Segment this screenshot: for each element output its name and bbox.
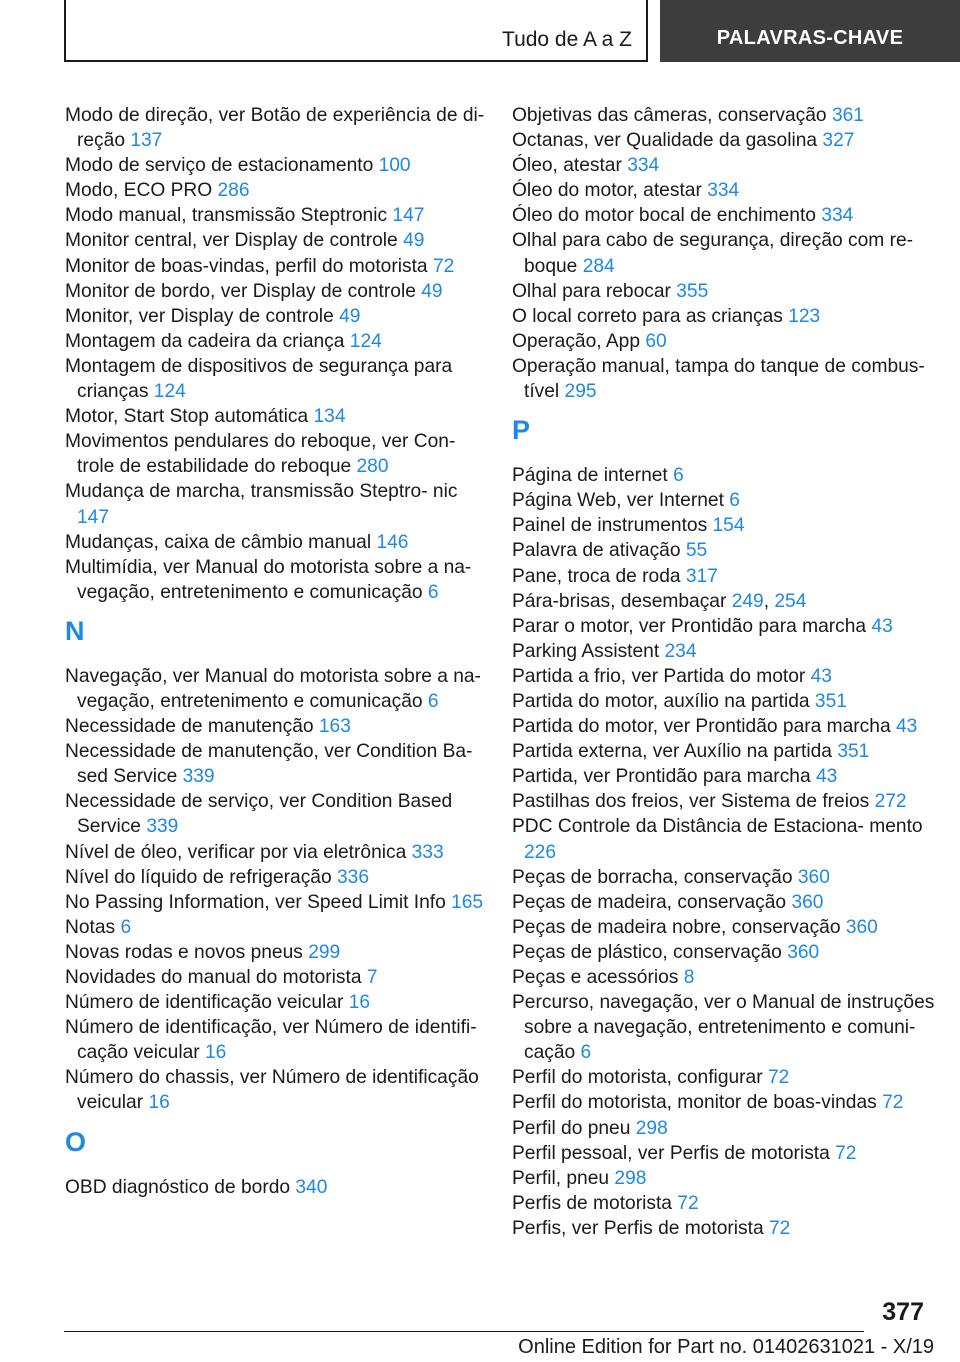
- index-entry: [65, 739, 485, 789]
- index-entry: [512, 890, 936, 915]
- page-reference-link[interactable]: 284: [582, 255, 615, 277]
- page-reference-link[interactable]: 6: [580, 1042, 592, 1064]
- index-entry: [512, 1116, 936, 1141]
- index-letter-heading: O: [65, 1126, 87, 1157]
- index-entry: [512, 538, 936, 563]
- page-reference-link[interactable]: 355: [676, 280, 709, 302]
- footer-rule: [64, 1331, 864, 1332]
- index-entry-text: Octanas, ver Qualidade da gasolina: [512, 130, 823, 152]
- page-reference-link[interactable]: 146: [376, 531, 409, 553]
- index-entry: [512, 488, 936, 513]
- index-entry: [512, 614, 936, 639]
- page-reference-link[interactable]: 72: [677, 1192, 699, 1214]
- page-reference-link[interactable]: 361: [831, 105, 864, 126]
- index-entry-text: Partida a frio, ver Partida do motor: [512, 665, 811, 687]
- index-entry-text: Página Web, ver Internet: [512, 490, 730, 512]
- index-entry-text: Peças de madeira, conservação: [512, 891, 792, 913]
- page-reference-link[interactable]: 351: [814, 690, 847, 712]
- index-entry-text: Peças de madeira nobre, conservação: [512, 916, 846, 938]
- index-entry-text: Pastilhas dos freios, ver Sistema de freios: [512, 791, 875, 813]
- page-reference-link[interactable]: 16: [148, 1092, 170, 1114]
- page-reference-link[interactable]: 72: [432, 255, 455, 277]
- index-entry: [512, 1141, 936, 1166]
- index-entry: [65, 915, 485, 940]
- page-reference-link[interactable]: 334: [707, 180, 740, 202]
- page-reference-link[interactable]: 165: [451, 891, 484, 913]
- index-entry: [65, 990, 485, 1015]
- page-reference-link[interactable]: 49: [403, 230, 425, 252]
- index-entry-text: Perfil do motorista, configurar: [512, 1067, 768, 1089]
- page-reference-link[interactable]: 360: [787, 941, 820, 963]
- index-entry-text: Multimídia, ver Manual do motorista sobre a na‐ vegação, entretenimento e comunicação: [65, 556, 472, 603]
- index-entry-text: O local correto para as crianças: [512, 305, 789, 327]
- index-entry: [65, 203, 485, 228]
- index-entry: [512, 564, 936, 589]
- index-entry: [512, 178, 936, 203]
- section-title: Tudo de A a Z: [502, 28, 632, 51]
- index-entry-text: Óleo do motor bocal de enchimento: [512, 205, 822, 227]
- index-entry: [65, 965, 485, 990]
- index-entry-text: Parar o motor, ver Prontidão para marcha: [512, 615, 872, 637]
- page-reference-link[interactable]: 124: [349, 330, 382, 352]
- page-reference-link[interactable]: 137: [130, 130, 163, 152]
- index-entry-text: Olhal para rebocar: [512, 280, 677, 302]
- keyword-tab: PALAVRAS-CHAVE: [660, 0, 960, 62]
- index-entry: [65, 429, 485, 479]
- page-reference-link[interactable]: 147: [77, 506, 110, 528]
- page-reference-link[interactable]: 249: [731, 590, 764, 612]
- page-reference-link[interactable]: 334: [821, 205, 854, 227]
- index-entry-text: Operação, App: [512, 330, 646, 352]
- index-entry-text: Olhal para cabo de segurança, direção com re‐ boque: [512, 230, 914, 277]
- index-entry: [512, 103, 936, 128]
- index-entry: [512, 1090, 936, 1115]
- index-entry: [512, 814, 936, 864]
- page-reference-link[interactable]: 123: [788, 305, 821, 327]
- index-entry: [512, 1166, 936, 1191]
- index-entry-text: Óleo, atestar: [512, 155, 628, 177]
- index-entry-text: Monitor de boas-vindas, perfil do motorista: [65, 255, 433, 277]
- index-entry-text: Óleo do motor, atestar: [512, 180, 708, 202]
- index-entry-text: Partida do motor, auxílio na partida: [512, 690, 815, 712]
- index-entry-text: Perfis de motorista: [512, 1192, 678, 1214]
- index-entry-text: Perfis, ver Perfis de motorista: [512, 1217, 769, 1239]
- page-reference-link[interactable]: 339: [182, 766, 215, 788]
- index-entry-text: Perfil, pneu: [512, 1167, 615, 1189]
- index-entry: [65, 530, 485, 555]
- index-entry-text: Montagem de dispositivos de segurança para crianças: [65, 355, 453, 403]
- index-entry-text: Modo de serviço de estacionamento: [65, 155, 379, 177]
- page-reference-link[interactable]: 147: [392, 205, 425, 227]
- index-entry-text: PDC Controle da Distância de Estaciona‐ mento: [512, 816, 923, 838]
- page-reference-link[interactable]: 124: [153, 381, 186, 403]
- page-reference-link[interactable]: 7: [366, 967, 378, 988]
- index-entry-text: Movimentos pendulares do reboque, ver Con‐ trole de estabilidade do reboque: [65, 431, 456, 478]
- index-entry-text: Número de identificação, ver Número de identifi‐ cação veicular: [65, 1017, 477, 1064]
- index-entry-text: Página de internet: [512, 465, 674, 487]
- index-entry: [512, 789, 936, 814]
- page-reference-link[interactable]: 16: [348, 992, 371, 1014]
- page-reference-link[interactable]: 360: [797, 866, 830, 888]
- index-entry: [512, 329, 936, 354]
- index-entry: [65, 153, 485, 178]
- footer-edition: Online Edition for Part no. 01402631021 - X/19: [518, 1336, 934, 1358]
- index-entry: [512, 228, 936, 278]
- page-reference-link[interactable]: 298: [635, 1117, 668, 1139]
- index-entry-text: Partida do motor, ver Prontidão para marcha: [512, 716, 896, 738]
- index-entry-text: Necessidade de manutenção: [65, 716, 319, 738]
- index-entry-text: Motor, Start Stop automática: [65, 406, 314, 428]
- index-entry: [512, 153, 936, 178]
- index-entry: [65, 940, 485, 965]
- page-reference-link[interactable]: 6: [427, 690, 439, 712]
- index-entry: [512, 128, 936, 153]
- index-entry: [65, 1065, 485, 1115]
- index-entry-text: Notas: [65, 916, 121, 938]
- index-entry-text: Modo de direção, ver Botão de experiência de di‐ reção: [65, 105, 485, 152]
- page-reference-link[interactable]: 360: [845, 916, 878, 938]
- page-reference-link[interactable]: 327: [822, 130, 855, 152]
- index-entry: [512, 865, 936, 890]
- index-entry: [65, 840, 485, 865]
- index-entry-text: Mudança de marcha, transmissão Steptro‐ nic: [65, 481, 458, 503]
- page-reference-link[interactable]: 6: [673, 465, 684, 487]
- index-entry-text: Novas rodas e novos pneus: [65, 941, 309, 963]
- page-reference-link[interactable]: 6: [427, 581, 439, 603]
- index-letter-heading: P: [512, 415, 531, 446]
- page-reference-link[interactable]: 6: [729, 490, 740, 512]
- index-entry-text: Partida externa, ver Auxílio na partida: [512, 741, 838, 763]
- index-entry-text: Peças de plástico, conservação: [512, 941, 788, 963]
- index-entry-text: Partida, ver Prontidão para marcha: [512, 766, 816, 788]
- index-entry-text: Parking Assistent: [512, 640, 665, 662]
- index-entry-text: Objetivas das câmeras, conservação: [512, 105, 832, 126]
- index-entry: [512, 689, 936, 714]
- index-entry-text: Nível de óleo, verificar por via eletrônica: [65, 841, 412, 863]
- index-entry: Pára-brisas, desembaçar 249, 254: [512, 590, 807, 612]
- page-reference-link[interactable]: 336: [336, 866, 369, 888]
- index-entry-text: Monitor, ver Display de controle: [65, 305, 340, 327]
- page-reference-link[interactable]: 49: [339, 305, 361, 327]
- index-entry: [65, 228, 485, 253]
- page-reference-link[interactable]: 226: [524, 841, 557, 863]
- index-entry: [512, 990, 936, 1065]
- index-entry: [65, 178, 485, 203]
- page-reference-link[interactable]: 254: [774, 590, 807, 612]
- index-entry: [65, 789, 485, 839]
- index-entry-text: Navegação, ver Manual do motorista sobre a na‐ vegação, entretenimento e comunicação: [65, 665, 481, 712]
- page-reference-link[interactable]: 72: [768, 1217, 791, 1239]
- page-reference-link[interactable]: 43: [895, 716, 918, 738]
- page-reference-link[interactable]: 43: [810, 665, 832, 687]
- index-entry-text: Pára-brisas, desembaçar: [512, 590, 732, 612]
- page-reference-link[interactable]: 154: [712, 515, 745, 537]
- index-entry: [512, 304, 936, 329]
- index-entry-text: Painel de instrumentos: [512, 515, 713, 537]
- page-reference-link[interactable]: 339: [146, 816, 179, 838]
- page-number: 377: [882, 1298, 924, 1326]
- index-entry: [512, 279, 936, 304]
- page-reference-link[interactable]: 8: [683, 967, 695, 988]
- page-reference-link[interactable]: 60: [645, 330, 667, 352]
- index-column-left: [65, 103, 485, 1200]
- index-entry: [65, 304, 485, 329]
- index-entry-text: Monitor de bordo, ver Display de controle: [65, 280, 422, 302]
- index-entry: [65, 354, 485, 404]
- index-entry: [512, 714, 936, 739]
- index-entry: [512, 965, 936, 990]
- page-reference-link[interactable]: 340: [295, 1176, 328, 1198]
- index-entry-text: Montagem da cadeira da criança: [65, 330, 350, 352]
- index-entry: [512, 664, 936, 689]
- index-entry-text: Nível do líquido de refrigeração: [65, 866, 337, 888]
- index-entry: [512, 915, 936, 940]
- index-entry: [512, 1191, 936, 1216]
- page-reference-link[interactable]: 351: [837, 741, 870, 763]
- index-entry: [512, 1216, 936, 1241]
- index-entry: [512, 203, 936, 228]
- index-entry: [65, 1175, 485, 1200]
- index-entry-text: Número do chassis, ver Número de identificação veicular: [65, 1067, 479, 1114]
- page-reference-link[interactable]: 134: [313, 406, 346, 428]
- index-entry: [65, 479, 485, 529]
- index-entry: [65, 865, 485, 890]
- index-entry: [512, 940, 936, 965]
- index-entry-text: Operação manual, tampa do tanque de combus‐ tível: [512, 355, 925, 403]
- page-reference-link[interactable]: 360: [791, 891, 824, 913]
- page-reference-link[interactable]: 43: [871, 615, 893, 637]
- index-entry: [65, 254, 485, 279]
- index-entry: [65, 103, 485, 153]
- index-entry: [65, 664, 485, 714]
- index-entry: [65, 279, 485, 304]
- index-entry: [65, 714, 485, 739]
- index-entry-text: Número de identificação veicular: [65, 992, 349, 1014]
- index-entry-text: No Passing Information, ver Speed Limit Info: [65, 891, 452, 913]
- index-entry: [512, 639, 936, 664]
- page-reference-link[interactable]: 72: [835, 1142, 857, 1164]
- page-reference-link[interactable]: 234: [664, 640, 697, 662]
- index-entry-text: Novidades do manual do motorista: [65, 967, 367, 988]
- index-entry: [512, 354, 936, 404]
- page-reference-link[interactable]: 100: [378, 155, 411, 177]
- index-entry-text: Mudanças, caixa de câmbio manual: [65, 531, 377, 553]
- page-reference-link[interactable]: 334: [627, 155, 660, 177]
- page-reference-link[interactable]: 295: [564, 381, 597, 403]
- index-entry-text: Modo, ECO PRO: [65, 180, 218, 202]
- index-column-right: [512, 103, 936, 1241]
- index-entry-text: Modo manual, transmissão Steptronic: [65, 205, 393, 227]
- index-entry-text: Peças e acessórios: [512, 967, 684, 988]
- page-reference-link[interactable]: 72: [882, 1092, 904, 1114]
- page-reference-link[interactable]: 16: [204, 1042, 227, 1064]
- page-reference-link[interactable]: 317: [685, 565, 718, 587]
- index-entry: [65, 890, 485, 915]
- index-entry: [512, 1065, 936, 1090]
- page-reference-link[interactable]: 286: [217, 180, 250, 202]
- index-entry: [65, 329, 485, 354]
- page-reference-link[interactable]: 272: [874, 791, 907, 813]
- index-entry: [65, 404, 485, 429]
- page-reference-link[interactable]: 72: [767, 1067, 790, 1089]
- page-reference-link[interactable]: 49: [421, 280, 443, 302]
- index-entry-text: Pane, troca de roda: [512, 565, 686, 587]
- index-entry-text: Perfil pessoal, ver Perfis de motorista: [512, 1142, 836, 1164]
- index-entry: [65, 555, 485, 605]
- index-entry-text: Perfil do pneu: [512, 1117, 636, 1139]
- index-entry-text: Peças de borracha, conservação: [512, 866, 798, 888]
- index-entry: [512, 463, 936, 488]
- page-reference-link[interactable]: 299: [308, 941, 341, 963]
- header-box: [64, 0, 648, 62]
- index-entry-text: Percurso, navegação, ver o Manual de instruções sobre a navegação, entretenimento e comuni‐ cação: [512, 992, 935, 1064]
- page-reference-link[interactable]: 163: [318, 716, 351, 738]
- index-letter-heading: N: [65, 615, 85, 646]
- index-entry-text: Necessidade de manutenção, ver Condition Ba‐ sed Service: [65, 741, 473, 788]
- index-entry-text: Monitor central, ver Display de controle: [65, 230, 404, 252]
- index-entry: [512, 739, 936, 764]
- index-entry: [512, 513, 936, 538]
- page-reference-link[interactable]: 43: [815, 766, 838, 788]
- index-entry-text: Palavra de ativação: [512, 540, 686, 562]
- page-reference-link[interactable]: 298: [614, 1167, 647, 1189]
- page-reference-link[interactable]: 6: [120, 916, 132, 938]
- page-reference-link[interactable]: 55: [685, 540, 708, 562]
- index-entry-text: Perfil do motorista, monitor de boas-vindas: [512, 1092, 883, 1114]
- index-entry: [512, 764, 936, 789]
- index-entry-text: OBD diagnóstico de bordo: [65, 1176, 296, 1198]
- index-entry-text: Necessidade de serviço, ver Condition Based Service: [65, 791, 453, 838]
- index-entry: [65, 1015, 485, 1065]
- page-reference-link[interactable]: 333: [411, 841, 444, 863]
- page-reference-link[interactable]: 280: [356, 456, 389, 478]
